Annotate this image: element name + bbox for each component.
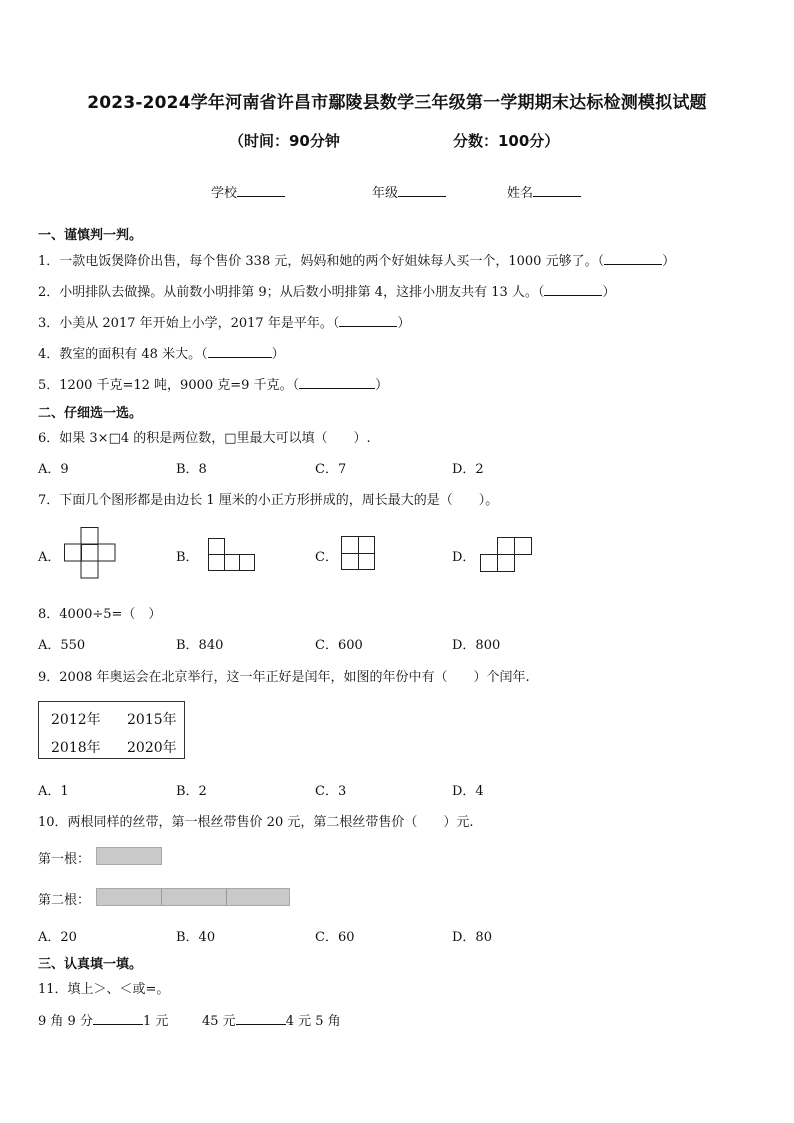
q7-option-b[interactable]: B．: [176, 550, 199, 565]
year-2018: 2018年: [51, 740, 101, 756]
q9-option-b[interactable]: B．2: [176, 784, 207, 799]
answer-blank-5[interactable]: [299, 376, 375, 389]
compare-item-a: 9 角 9 分 1 元: [38, 1014, 169, 1029]
q9-option-c[interactable]: C．3: [315, 784, 347, 799]
answer-blank-4[interactable]: [208, 345, 272, 358]
name-field[interactable]: 姓名: [507, 182, 581, 201]
question-2: 2．小明排队去做操。从前数小明排第 9；从后数小明排第 4，这排小朋友共有 13 人。（ ）: [38, 285, 616, 300]
score-label: 分数：100分）: [453, 132, 560, 150]
question-4: 4．教室的面积有 48 米大。（ ）: [38, 347, 285, 362]
page-title: 2023-2024学年河南省许昌市鄢陵县数学三年级第一学期期末达标检测模拟试题: [87, 93, 707, 113]
question-6: 6．如果 3×□4 的积是两位数，□里最大可以填（ ）.: [38, 431, 371, 446]
shape-b-l: [208, 538, 256, 572]
q6-option-d[interactable]: D．2: [452, 462, 484, 477]
year-2020: 2020年: [127, 740, 177, 756]
q6-option-a[interactable]: A．9: [38, 462, 69, 477]
q8-option-a[interactable]: A．550: [38, 638, 86, 653]
q9-option-a[interactable]: A．1: [38, 784, 69, 799]
question-1: 1．一款电饭煲降价出售，每个售价 338 元，妈妈和她的两个好姐妹每人买一个，1000 元够了。（ ）: [38, 254, 676, 269]
ribbon-2-divider: [161, 889, 162, 905]
section-3-heading: 三、认真填一填。: [38, 957, 143, 972]
question-3: 3．小美从 2017 年开始上小学，2017 年是平年。（ ）: [38, 316, 411, 331]
q10-option-c[interactable]: C．60: [315, 930, 355, 945]
question-8: 8．4000÷5=（ ）: [38, 607, 162, 622]
q6-option-c[interactable]: C．7: [315, 462, 347, 477]
question-10: 10．两根同样的丝带，第一根丝带售价 20 元，第二根丝带售价（ ）元.: [38, 815, 474, 830]
ribbon-2-label: 第二根：: [38, 893, 91, 908]
ribbon-2-divider: [226, 889, 227, 905]
q7-option-d[interactable]: D．: [452, 550, 476, 565]
question-9: 9．2008 年奥运会在北京举行，这一年正好是闰年，如图的年份中有（ ）个闰年.: [38, 670, 530, 685]
q9-option-d[interactable]: D．4: [452, 784, 484, 799]
q7-option-a[interactable]: A．: [38, 550, 61, 565]
answer-blank-2[interactable]: [544, 283, 602, 296]
shape-c-square: [341, 536, 376, 571]
year-2012: 2012年: [51, 712, 101, 728]
q8-option-b[interactable]: B．840: [176, 638, 224, 653]
ribbon-1-label: 第一根：: [38, 852, 91, 867]
q6-option-b[interactable]: B．8: [176, 462, 207, 477]
question-7: 7．下面几个图形都是由边长 1 厘米的小正方形拼成的，周长最大的是（ ）。: [38, 493, 499, 508]
time-label: （时间：90分钟: [229, 132, 340, 150]
ribbon-2-bar: [96, 888, 290, 906]
q10-option-b[interactable]: B．40: [176, 930, 216, 945]
school-field[interactable]: 学校: [211, 182, 285, 201]
compare-item-b: 45 元 4 元 5 角: [202, 1014, 341, 1029]
ribbon-1-bar: [96, 847, 162, 865]
q10-option-d[interactable]: D．80: [452, 930, 492, 945]
section-1-heading: 一、谨慎判一判。: [38, 228, 143, 243]
year-2015: 2015年: [127, 712, 177, 728]
q8-option-d[interactable]: D．800: [452, 638, 501, 653]
compare-blank-b[interactable]: [236, 1012, 286, 1025]
class-field[interactable]: 年级: [372, 182, 446, 201]
shape-d-s: [480, 537, 532, 573]
answer-blank-1[interactable]: [604, 252, 662, 265]
question-5: 5．1200 千克=12 吨，9000 克=9 千克。（ ）: [38, 378, 389, 393]
answer-blank-3[interactable]: [339, 314, 397, 327]
section-2-heading: 二、仔细选一选。: [38, 406, 143, 421]
shape-a-cross: [64, 527, 116, 579]
q10-option-a[interactable]: A．20: [38, 930, 77, 945]
q7-option-c[interactable]: C．: [315, 550, 338, 565]
question-11: 11．填上＞、＜或=。: [38, 982, 170, 997]
year-box: [38, 701, 185, 759]
q8-option-c[interactable]: C．600: [315, 638, 363, 653]
compare-blank-a[interactable]: [93, 1012, 143, 1025]
